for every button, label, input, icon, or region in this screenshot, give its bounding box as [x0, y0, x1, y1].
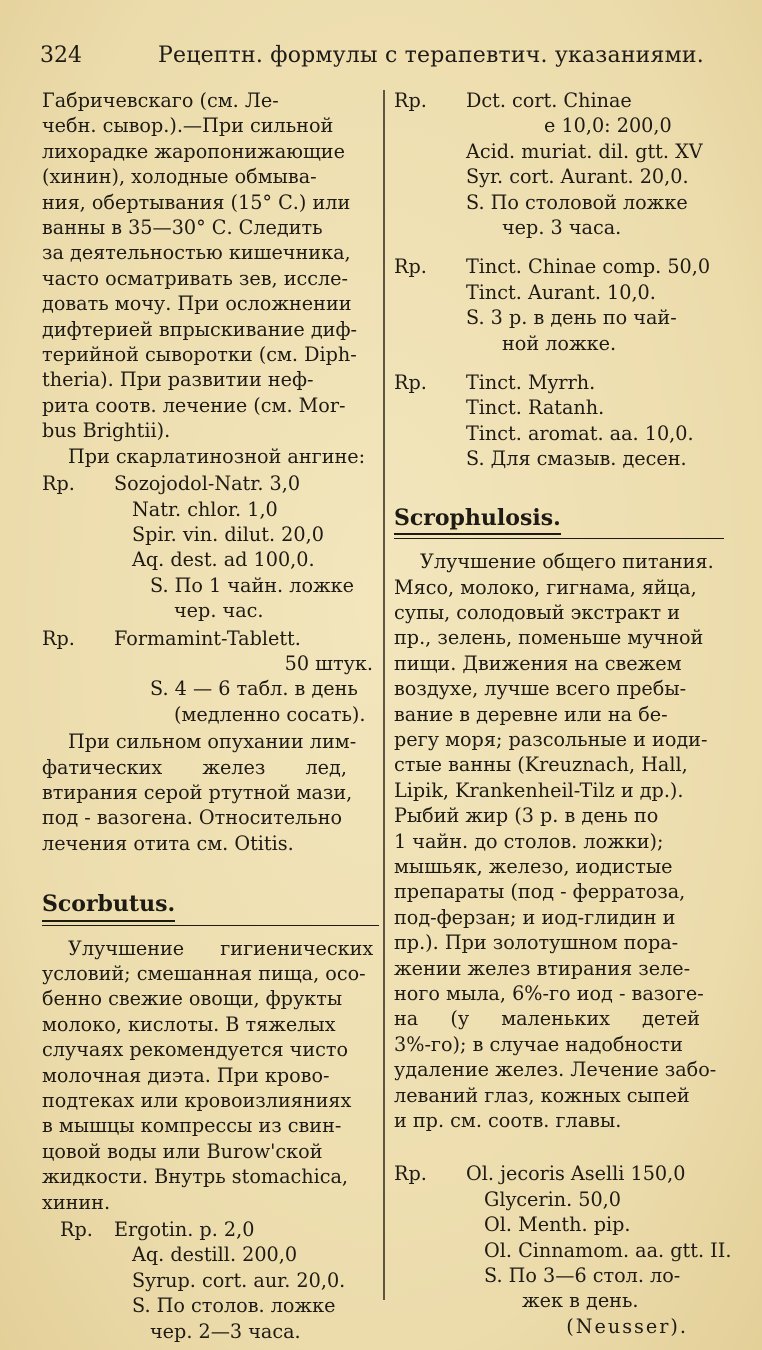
- scrophulosis-paragraph: [394, 549, 724, 1133]
- recipe-line: (медленно сосать).: [174, 702, 366, 726]
- recipe-line: S. Для смазыв. десен.: [466, 447, 687, 471]
- text-line: втирания серой ртутной мази,: [42, 780, 353, 804]
- intro-paragraph: [42, 88, 379, 444]
- scorbutus-paragraph: [42, 936, 379, 1215]
- recipe-line: Aq. destill. 200,0: [132, 1243, 298, 1267]
- text-line: жении желез втирания зеле-: [394, 956, 691, 980]
- text-line: довать мочу. При осложнении: [42, 292, 352, 316]
- text-line: жидкости. Внутрь stomachica,: [42, 1165, 349, 1189]
- recipe-label: Rp.: [42, 472, 75, 496]
- recipe-line: Formamint-Tablett.: [114, 626, 301, 650]
- text-line: удаление желез. Лечение забо-: [394, 1058, 717, 1082]
- text-line: цовой воды или Burow'ской: [42, 1139, 323, 1163]
- recipe-line: 50 штук.: [284, 651, 373, 675]
- recipe-line: S. По столовой ложке: [466, 190, 688, 214]
- text-line: фатических желез лед,: [42, 755, 347, 779]
- scrophulosis-heading-rule: [394, 506, 724, 539]
- text-line: Улучшение общего питания.: [420, 550, 714, 574]
- text-line: Рыбий жир (3 р. в день по: [394, 804, 659, 828]
- recipe-line: Dct. cort. Chinae: [466, 89, 632, 112]
- text-line: условий; смешанная пища, осо-: [42, 962, 366, 985]
- text-line: ния, обертывания (15° С.) или: [42, 190, 351, 214]
- recipe-line: Ol. Cinnamom. aa. gtt. II.: [484, 1238, 732, 1262]
- text-line: под-ферзан; и иод-глидин и: [394, 905, 676, 929]
- text-line: рита соотв. лечение (см. Mor-: [42, 393, 346, 417]
- text-line: подтеках или кровоизлияниях: [42, 1089, 352, 1113]
- author-signature: (Neusser).: [566, 1314, 688, 1338]
- recipe-line: Tinct. Chinae comp. 50,0: [466, 255, 711, 279]
- recipe-label: Rp.: [60, 1218, 93, 1242]
- recipe-label: Rp.: [394, 89, 427, 112]
- text-line: (хинин), холодные обмыва-: [42, 165, 317, 189]
- text-line: случаях рекомендуется чисто: [42, 1038, 349, 1062]
- recipe-line: чер. 2—3 часа.: [150, 1319, 301, 1343]
- column-divider: [383, 90, 385, 1300]
- text-line: и пр. см. соотв. главы.: [394, 1109, 622, 1133]
- text-line: терийной сыворотки (см. Diph-: [42, 343, 357, 367]
- text-line: Улучшение гигиенических: [68, 936, 374, 960]
- text-line: хинин.: [42, 1190, 111, 1214]
- text-line: ванны в 35—30° С. Следить: [42, 216, 323, 240]
- text-line: препараты (под - ферратоза,: [394, 880, 686, 904]
- text-line: дифтерией впрыскивание диф-: [42, 317, 357, 341]
- recipe-sozojodol: [42, 471, 379, 623]
- text-line: мышьяк, железо, иодистые: [394, 854, 673, 878]
- recipe-jecoris: [394, 1161, 732, 1339]
- text-line: супы, солодовый экстракт и: [394, 600, 680, 624]
- section-heading-scorbutus: Scorbutus.: [42, 892, 175, 921]
- text-line: чебн. сывор.).—При сильной: [42, 114, 334, 138]
- text-line: Lipik, Krankenheil-Tilz и др.).: [394, 778, 684, 802]
- recipe-line: e 10,0: 200,0: [544, 114, 672, 138]
- text-line: регу моря; разсольные и иоди-: [394, 727, 708, 751]
- section-heading-scrophulosis: Scrophulosis.: [394, 506, 561, 535]
- text-line: 1 чайн. до столов. ложки);: [394, 829, 664, 853]
- lymph-paragraph: [42, 729, 379, 856]
- text-line: вание в деревне или на бе-: [394, 702, 668, 726]
- text-line: леваний глаз, кожных сыпей: [394, 1083, 690, 1107]
- text-line: воздухе, лучше всего пребы-: [394, 677, 687, 701]
- recipe-line: Tinct. Aurant. 10,0.: [466, 280, 656, 304]
- page-number: 324: [40, 43, 82, 68]
- recipe-line: Syr. cort. Aurant. 20,0.: [466, 165, 689, 189]
- recipe-line: S. По 3—6 стол. ло-: [484, 1264, 681, 1288]
- text-line: под - вазогена. Относительно: [42, 806, 343, 830]
- recipe-line: Aq. dest. ad 100,0.: [132, 548, 315, 572]
- text-line: пищи. Движения на свежем: [394, 651, 682, 675]
- recipe-line: S. По столов. ложке: [132, 1294, 336, 1318]
- text-line: Мясо, молоко, гигнама, яйца,: [394, 575, 697, 599]
- text-line: theria). При развитии неф-: [42, 368, 314, 392]
- left-column: [42, 88, 379, 1344]
- recipe-line: Tinct. Ratanh.: [466, 396, 605, 420]
- text-line: лечения отита см. Otitis.: [42, 831, 294, 855]
- text-line: При сильном опухании лим-: [68, 730, 357, 754]
- recipe-chinae-tinct: [394, 254, 724, 356]
- recipe-line: Ol. jecoris Aselli 150,0: [466, 1162, 686, 1186]
- scorbutus-heading-rule: [42, 892, 379, 925]
- recipe-chinae-decoct: [394, 88, 724, 240]
- recipe-myrrh: [394, 370, 724, 472]
- right-column: [394, 88, 732, 1339]
- recipe-formamint: [42, 626, 379, 728]
- recipe-line: Sozojodol-Natr. 3,0: [114, 472, 301, 496]
- recipe-line: жек в день.: [522, 1289, 639, 1313]
- recipe-line: Spir. vin. dilut. 20,0: [132, 522, 324, 546]
- text-line: лихорадке жаропонижающие: [42, 139, 345, 163]
- text-line: пр.). При золотушном пора-: [394, 931, 679, 955]
- recipe-line: Tinct. aromat. aa. 10,0.: [466, 421, 694, 445]
- text-line: молоко, кислоты. В тяжелых: [42, 1012, 336, 1036]
- recipe-line: S. 3 р. в день по чай-: [466, 306, 677, 330]
- recipe-ergotin: [42, 1217, 379, 1344]
- recipe-label: Rp.: [394, 1162, 427, 1186]
- recipe-line: Ol. Menth. pip.: [484, 1213, 631, 1237]
- text-line: на (у маленьких детей: [394, 1007, 700, 1031]
- recipe-line: Ergotin. p. 2,0: [114, 1218, 255, 1242]
- text-line: часто осматривать зев, иссле-: [42, 266, 349, 290]
- angina-intro: При скарлатинозной ангине:: [68, 444, 366, 468]
- recipe-line: чер. 3 часа.: [502, 216, 622, 240]
- text-line: в мышцы компрессы из свин-: [42, 1114, 342, 1138]
- text-line: bus Brightii).: [42, 419, 171, 443]
- text-line: стые ванны (Kreuznach, Hall,: [394, 753, 688, 777]
- text-line: молочная диэта. При крово-: [42, 1063, 330, 1087]
- recipe-line: S. По 1 чайн. ложке: [150, 573, 354, 597]
- recipe-line: Syrup. cort. aur. 20,0.: [132, 1268, 346, 1292]
- recipe-label: Rp.: [394, 371, 427, 395]
- recipe-line: Acid. muriat. dil. gtt. XV: [466, 139, 703, 163]
- recipe-label: Rp.: [394, 255, 427, 279]
- recipe-line: Glycerin. 50,0: [484, 1187, 621, 1211]
- text-line: ного мыла, 6%-го иод - вазоге-: [394, 982, 704, 1005]
- recipe-line: ной ложке.: [502, 331, 617, 355]
- recipe-line: чер. час.: [174, 599, 264, 623]
- running-header: [40, 38, 740, 74]
- text-line: Габричевскаго (см. Ле-: [42, 89, 279, 112]
- recipe-line: Tinct. Myrrh.: [466, 371, 596, 395]
- running-title: Рецептн. формулы с терапевтич. указаниями.: [158, 43, 704, 68]
- recipe-line: S. 4 — 6 табл. в день: [150, 677, 358, 701]
- recipe-line: Natr. chlor. 1,0: [132, 497, 278, 521]
- text-line: за деятельностью кишечника,: [42, 241, 351, 265]
- recipe-label: Rp.: [42, 626, 75, 650]
- text-line: бенно свежие овощи, фрукты: [42, 987, 343, 1011]
- text-line: пр., зелень, поменьше мучной: [394, 626, 704, 650]
- text-line: 3%-го); в случае надобности: [394, 1032, 683, 1056]
